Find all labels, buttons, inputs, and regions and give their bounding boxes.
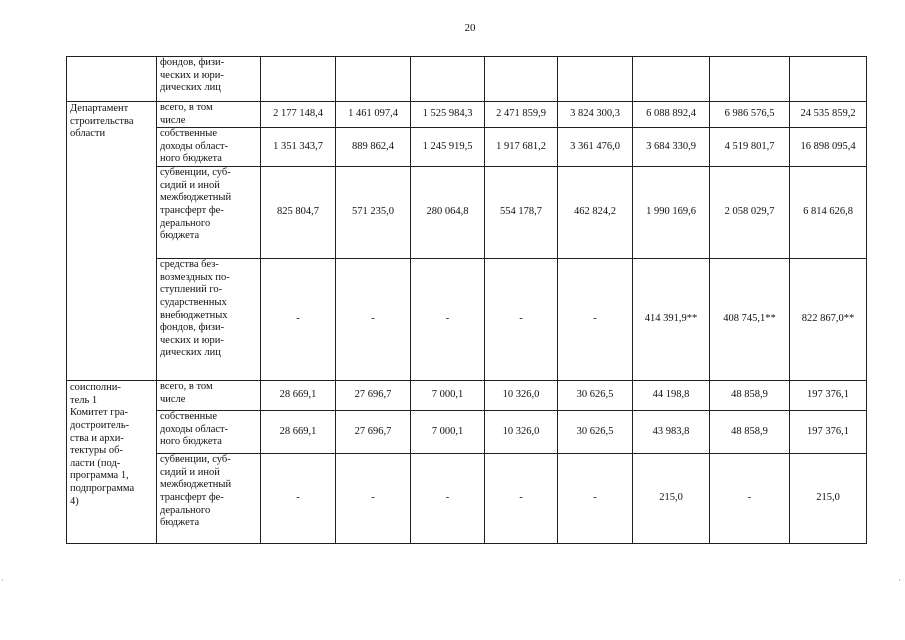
funding-source-cell: всего, в том числе: [157, 381, 261, 411]
page-number: 20: [464, 22, 476, 34]
organization-cell: [67, 57, 157, 102]
value-cell: 1 990 169,6: [633, 167, 710, 259]
table-row: [67, 259, 867, 381]
value-cell: 27 696,7: [336, 381, 411, 411]
value-cell: 414 391,9**: [633, 259, 710, 381]
value-cell: 28 669,1: [261, 411, 336, 454]
value-cell: 30 626,5: [558, 411, 633, 454]
value-cell: 197 376,1: [790, 381, 867, 411]
table-row: [67, 128, 867, 167]
value-cell: 10 326,0: [485, 381, 558, 411]
value-cell: -: [485, 259, 558, 381]
value-cell: 2 058 029,7: [710, 167, 790, 259]
budget-table: [66, 56, 867, 544]
value-cell: [261, 57, 336, 102]
value-cell: 2 177 148,4: [261, 102, 336, 128]
value-cell: [411, 57, 485, 102]
funding-source-cell: фондов, физи- ческих и юри- дических лиц: [157, 57, 261, 102]
value-cell: 30 626,5: [558, 381, 633, 411]
value-cell: 825 804,7: [261, 167, 336, 259]
value-cell: 571 235,0: [336, 167, 411, 259]
value-cell: 27 696,7: [336, 411, 411, 454]
value-cell: 889 862,4: [336, 128, 411, 167]
value-cell: 48 858,9: [710, 411, 790, 454]
table-row: [67, 381, 867, 411]
value-cell: -: [411, 454, 485, 544]
table-row: [67, 454, 867, 544]
table-row: [67, 57, 867, 102]
edge-mark-left: ,: [2, 576, 4, 582]
value-cell: 1 461 097,4: [336, 102, 411, 128]
value-cell: 43 983,8: [633, 411, 710, 454]
value-cell: 7 000,1: [411, 381, 485, 411]
budget-table-body: [67, 57, 867, 544]
value-cell: 1 525 984,3: [411, 102, 485, 128]
value-cell: 215,0: [790, 454, 867, 544]
value-cell: [336, 57, 411, 102]
value-cell: 4 519 801,7: [710, 128, 790, 167]
value-cell: 1 351 343,7: [261, 128, 336, 167]
funding-source-cell: всего, в том числе: [157, 102, 261, 128]
table-row: [67, 411, 867, 454]
value-cell: 462 824,2: [558, 167, 633, 259]
table-row: [67, 102, 867, 128]
funding-source-cell: собственные доходы област- ного бюджета: [157, 411, 261, 454]
value-cell: -: [411, 259, 485, 381]
funding-source-cell: собственные доходы област- ного бюджета: [157, 128, 261, 167]
value-cell: -: [558, 454, 633, 544]
value-cell: 6 986 576,5: [710, 102, 790, 128]
value-cell: 197 376,1: [790, 411, 867, 454]
edge-mark-right: ,: [899, 576, 901, 582]
value-cell: -: [336, 454, 411, 544]
value-cell: 24 535 859,2: [790, 102, 867, 128]
value-cell: 6 814 626,8: [790, 167, 867, 259]
value-cell: 10 326,0: [485, 411, 558, 454]
value-cell: -: [336, 259, 411, 381]
value-cell: 28 669,1: [261, 381, 336, 411]
value-cell: [633, 57, 710, 102]
value-cell: 554 178,7: [485, 167, 558, 259]
value-cell: -: [485, 454, 558, 544]
value-cell: [485, 57, 558, 102]
value-cell: 44 198,8: [633, 381, 710, 411]
value-cell: 6 088 892,4: [633, 102, 710, 128]
value-cell: -: [261, 454, 336, 544]
funding-source-cell: средства без- возмездных по- ступлений го- сударственных внебюджетных фондов, физи- ческих и юри- дических лиц: [157, 259, 261, 381]
value-cell: [790, 57, 867, 102]
organization-cell: соисполни- тель 1 Комитет гра- достроитель- ства и архи- тектуры об- ласти (под- программа 1, подпрограмма 4): [67, 381, 157, 544]
value-cell: 215,0: [633, 454, 710, 544]
organization-cell: Департамент строительства области: [67, 102, 157, 381]
value-cell: 2 471 859,9: [485, 102, 558, 128]
value-cell: 3 824 300,3: [558, 102, 633, 128]
value-cell: 3 361 476,0: [558, 128, 633, 167]
table-row: [67, 167, 867, 259]
value-cell: -: [261, 259, 336, 381]
value-cell: 1 917 681,2: [485, 128, 558, 167]
value-cell: 48 858,9: [710, 381, 790, 411]
value-cell: 1 245 919,5: [411, 128, 485, 167]
value-cell: 7 000,1: [411, 411, 485, 454]
value-cell: 16 898 095,4: [790, 128, 867, 167]
value-cell: 3 684 330,9: [633, 128, 710, 167]
value-cell: 822 867,0**: [790, 259, 867, 381]
value-cell: 280 064,8: [411, 167, 485, 259]
value-cell: -: [558, 259, 633, 381]
value-cell: [710, 57, 790, 102]
value-cell: -: [710, 454, 790, 544]
value-cell: 408 745,1**: [710, 259, 790, 381]
funding-source-cell: субвенции, суб- сидий и иной межбюджетный трансферт фе- дерального бюджета: [157, 167, 261, 259]
funding-source-cell: субвенции, суб- сидий и иной межбюджетный трансферт фе- дерального бюджета: [157, 454, 261, 544]
value-cell: [558, 57, 633, 102]
